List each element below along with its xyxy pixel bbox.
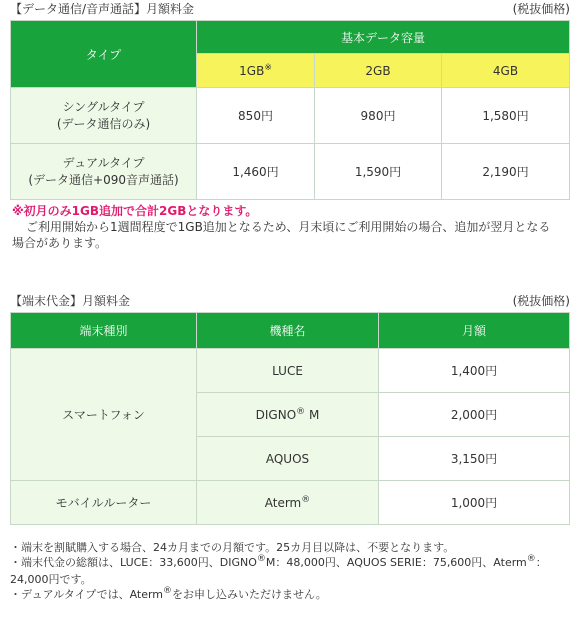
type-header: タイプ [11,21,197,88]
device-price-table [10,312,570,525]
section2-tax-note: (税抜価格) [512,293,570,308]
device-type-header: 端末種別 [11,313,197,349]
table-row [11,349,570,393]
data-voice-price-table [10,20,570,200]
note-line: ・端末を割賦購入する場合、24カ月までの月額です。25カ月目以降は、不要となります。 [10,541,455,554]
note-red: ※初月のみ1GB追加で合計2GBとなります。 [12,204,258,218]
note-line: 24,000円です。 [10,573,92,586]
row-type-single: シングルタイプ (データ通信のみ) [11,88,197,144]
category-router: モバイルルーター [11,481,197,525]
note-line: ・端末代金の総額は、LUCE：33,600円、DIGNO®M：48,000円、AQUOS SERIE：75,600円、Aterm®： [10,554,547,569]
model-cell: Aterm® [197,481,379,525]
section2-title: 【端末代金】月額料金 [10,293,131,308]
capacity-1gb: 1GB※ [197,54,315,88]
capacity-4gb: 4GB [442,54,570,88]
table-row [11,481,570,525]
table-row [11,144,570,200]
price-cell: 850円 [197,88,315,144]
model-cell: LUCE [197,349,379,393]
price-cell: 2,190円 [442,144,570,200]
section2-notes [10,540,575,604]
capacity-2gb: 2GB [315,54,442,88]
model-cell: DIGNO® M [197,393,379,437]
note-body-line2: 場合があります。 [12,236,108,250]
section1-note [12,203,572,251]
price-cell: 1,460円 [197,144,315,200]
note-line: ・デュアルタイプでは、Aterm®をお申し込みいただけません。 [10,586,327,601]
section1-caption [10,0,570,16]
section1-title: 【データ通信/音声通話】月額料金 [10,1,195,16]
model-cell: AQUOS [197,437,379,481]
price-cell: 1,000円 [379,481,570,525]
table-row [11,88,570,144]
monthly-header: 月額 [379,313,570,349]
price-cell: 1,580円 [442,88,570,144]
price-cell: 3,150円 [379,437,570,481]
capacity-header: 基本データ容量 [197,21,570,54]
price-cell: 2,000円 [379,393,570,437]
section1-tax-note: (税抜価格) [512,1,570,16]
row-type-dual: デュアルタイプ (データ通信+090音声通話) [11,144,197,200]
section2-caption [10,292,570,308]
category-smartphone: スマートフォン [11,349,197,481]
note-body-line1: ご利用開始から1週間程度で1GB追加となるため、月末頃にご利用開始の場合、追加が翌月となる [26,220,551,234]
model-header: 機種名 [197,313,379,349]
price-cell: 1,400円 [379,349,570,393]
price-cell: 980円 [315,88,442,144]
price-cell: 1,590円 [315,144,442,200]
